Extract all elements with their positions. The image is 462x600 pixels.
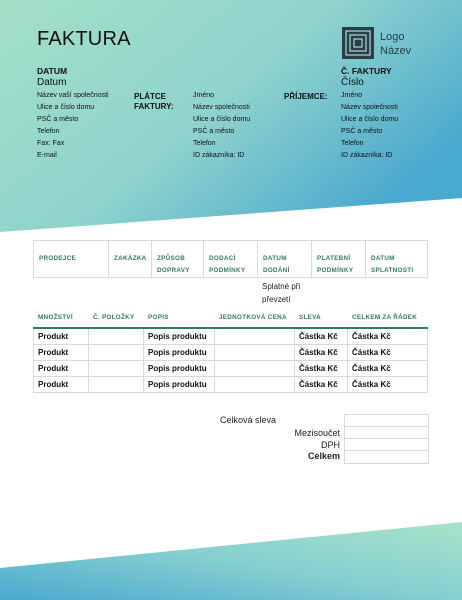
payer-customer-id: ID zákazníka: ID — [193, 152, 245, 159]
cell-quantity: Produkt — [34, 377, 89, 392]
recipient-city: PSČ a město — [341, 128, 383, 135]
header-delivery-terms: DODACÍ PODMÍNKY — [204, 241, 258, 277]
recipient-label: PŘÍJEMCE: — [284, 92, 328, 101]
table-row — [33, 329, 428, 345]
sender-fax: Fax: Fax — [37, 140, 65, 147]
cell-item-number — [89, 377, 144, 392]
payer-name: Jméno — [193, 92, 215, 99]
header-seller: PRODEJCE — [34, 241, 109, 277]
cell-unit-price — [215, 377, 295, 392]
header-payment-terms: PLATEBNÍ PODMÍNKY — [312, 241, 366, 277]
header-order: ZAKÁZKA — [109, 241, 152, 277]
cell-item-number — [89, 329, 144, 344]
subtotal-label: Mezisoučet — [294, 428, 340, 438]
cell-line-total: Částka Kč — [352, 348, 391, 357]
cell-line-total: Částka Kč — [352, 332, 391, 341]
subtotal-value — [345, 427, 428, 439]
invoice-number-value: Číslo — [341, 77, 364, 88]
table-row — [33, 361, 428, 377]
tax-label: DPH — [320, 440, 340, 450]
payer-label-line-2: FAKTURY: — [134, 102, 174, 111]
cell-item-number — [89, 361, 144, 376]
recipient-company: Název společnosti — [341, 104, 398, 111]
sender-company: Název vaší společnosti — [37, 92, 109, 99]
cell-quantity: Produkt — [34, 329, 89, 344]
recipient-street: Ulice a číslo domu — [341, 116, 399, 123]
totals-values-box — [344, 414, 429, 464]
order-info-table — [33, 240, 428, 278]
cell-description: Popis produktu — [144, 329, 215, 344]
cell-description: Popis produktu — [144, 345, 215, 360]
payer-label — [134, 92, 174, 112]
logo-line-1: Logo — [380, 31, 405, 43]
payer-street: Ulice a číslo domu — [193, 116, 251, 123]
total-value — [345, 451, 428, 463]
col-description: POPIS — [148, 314, 169, 321]
cell-quantity: Produkt — [34, 345, 89, 360]
payer-phone: Telefon — [193, 140, 216, 147]
payer-company: Název společnosti — [193, 104, 250, 111]
date-label: DATUM — [37, 66, 68, 76]
logo-line-2: Název — [380, 45, 412, 57]
table-row — [33, 377, 428, 393]
cell-discount: Částka Kč — [295, 329, 348, 344]
table-row — [33, 345, 428, 361]
items-table-header — [33, 314, 428, 328]
invoice-title: FAKTURA — [37, 28, 131, 50]
items-table-body — [33, 329, 428, 393]
cell-description: Popis produktu — [144, 377, 215, 392]
cell-item-number — [89, 345, 144, 360]
col-quantity: MNOŽSTVÍ — [38, 314, 73, 321]
cell-quantity: Produkt — [34, 361, 89, 376]
col-unit-price: JEDNOTKOVÁ CENA — [219, 314, 287, 321]
payer-address — [193, 90, 250, 162]
sender-email: E-mail — [37, 152, 57, 159]
payer-city: PSČ a město — [193, 128, 235, 135]
cell-unit-price — [215, 345, 295, 360]
cell-discount: Částka Kč — [295, 361, 348, 376]
cell-unit-price — [215, 361, 295, 376]
col-item-number: Č. POLOŽKY — [93, 314, 135, 321]
cell-discount: Částka Kč — [295, 377, 348, 392]
total-discount-value — [345, 415, 428, 427]
logo-text — [380, 30, 411, 58]
tax-value — [345, 439, 428, 451]
sender-street: Ulice a číslo domu — [37, 104, 95, 111]
header-due-date: DATUM SPLATNOSTI — [371, 255, 414, 274]
due-date-value: Splatné při převzetí — [262, 282, 301, 304]
sender-phone: Telefon — [37, 128, 60, 135]
recipient-customer-id: ID zákazníka: ID — [341, 152, 393, 159]
sender-address — [37, 90, 109, 162]
total-label: Celkem — [307, 451, 340, 461]
col-line-total: CELKEM ZA ŘÁDEK — [352, 314, 418, 321]
cell-line-total: Částka Kč — [352, 364, 391, 373]
recipient-name: Jméno — [341, 92, 363, 99]
cell-description: Popis produktu — [144, 361, 215, 376]
sender-city: PSČ a město — [37, 116, 79, 123]
total-discount-label: Celková sleva — [220, 415, 277, 425]
cell-line-total: Částka Kč — [352, 380, 391, 389]
cell-discount: Částka Kč — [295, 345, 348, 360]
cell-unit-price — [215, 329, 295, 344]
recipient-phone: Telefon — [341, 140, 364, 147]
logo-icon — [342, 27, 374, 59]
header-delivery-date: DATUM DODÁNÍ — [258, 241, 312, 277]
bottom-gradient-band — [0, 522, 462, 600]
header-shipping-method: ZPŮSOB DOPRAVY — [152, 241, 204, 277]
payer-label-line-1: PLÁTCE — [134, 92, 166, 101]
col-discount: SLEVA — [299, 314, 322, 321]
date-value: Datum — [37, 77, 67, 88]
invoice-number-label: Č. FAKTURY — [341, 66, 392, 76]
recipient-address — [341, 90, 398, 162]
